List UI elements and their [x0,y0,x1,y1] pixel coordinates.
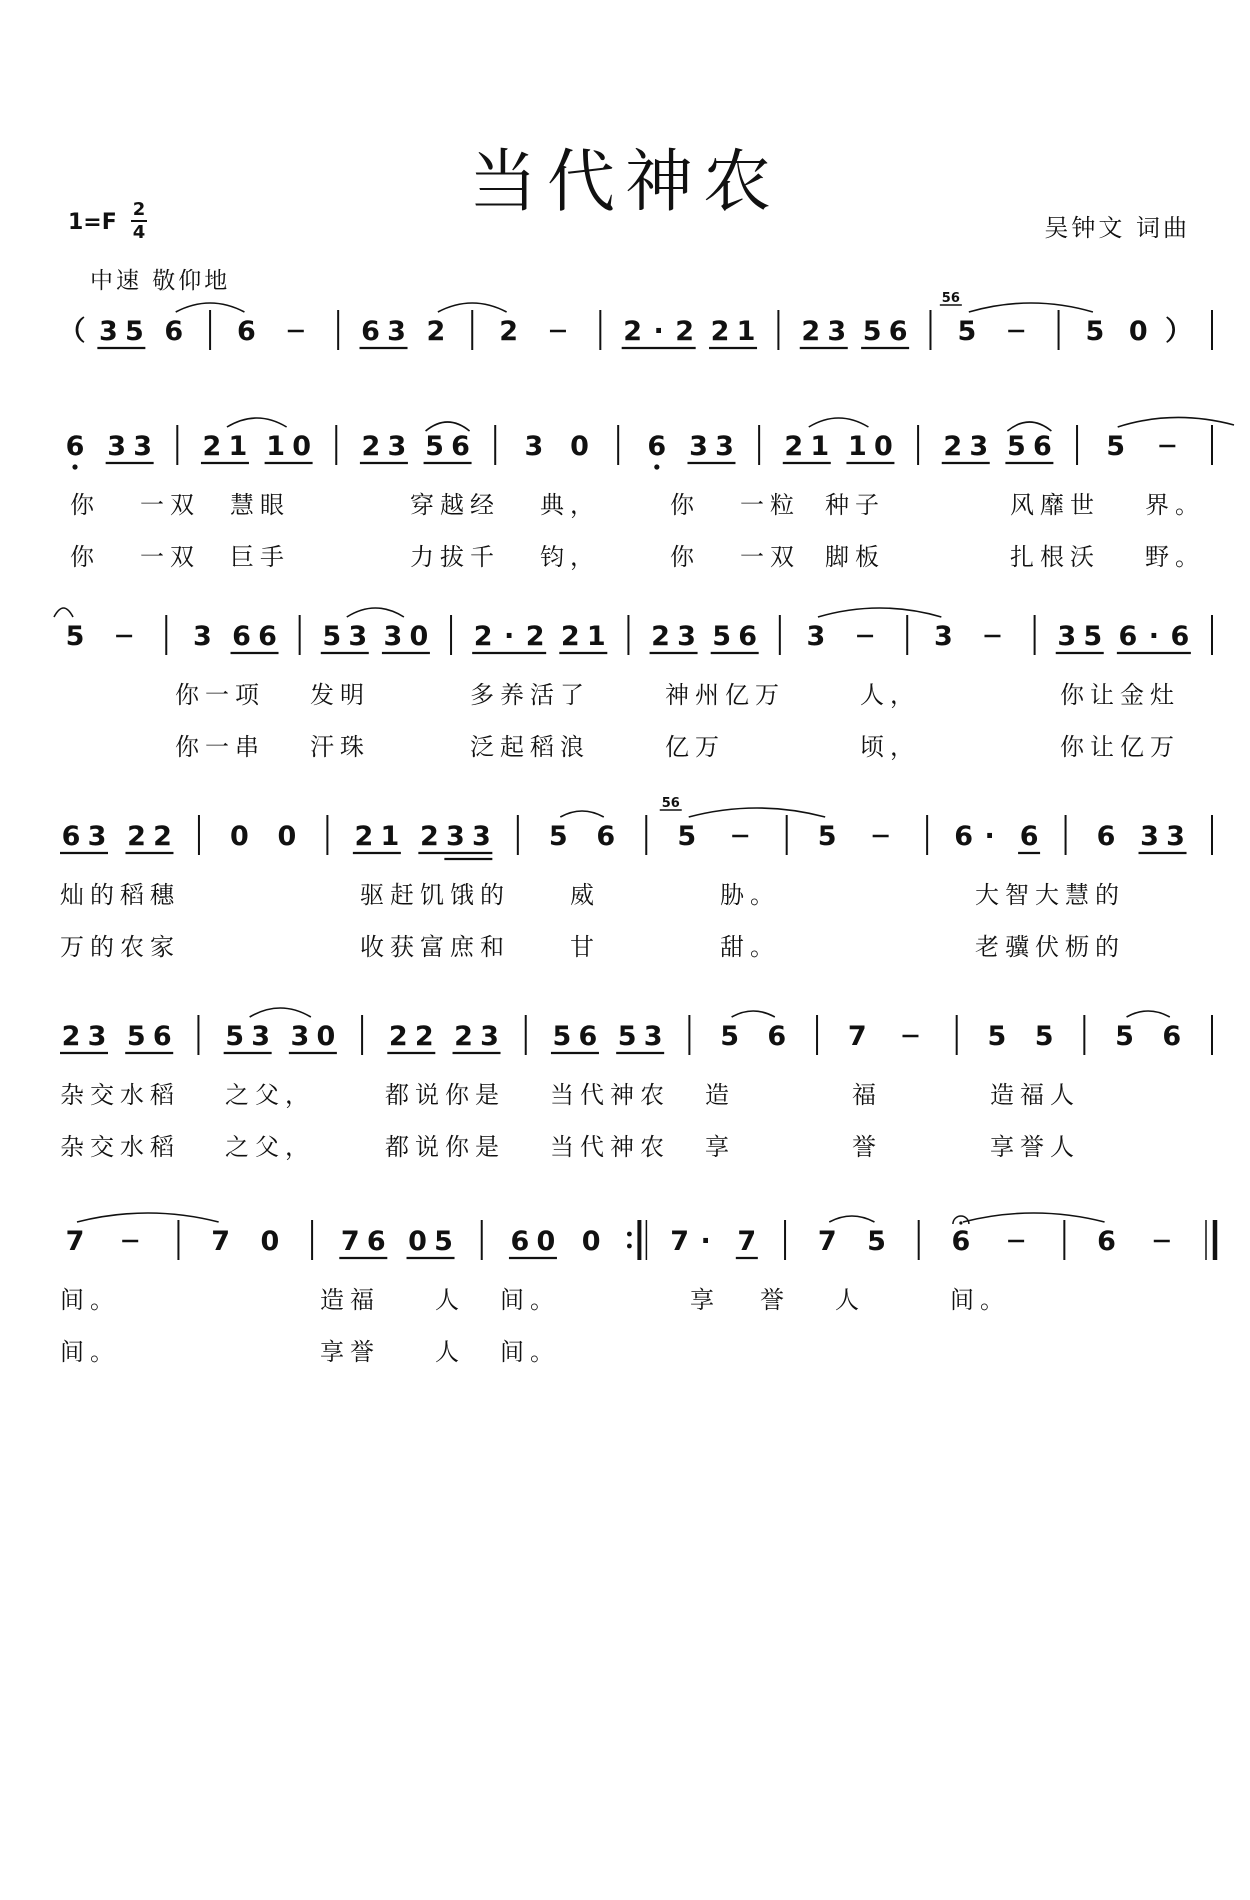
note-digit: 5 [720,1021,740,1052]
note-digit: 6 [164,316,184,347]
note-digit: 7 [670,1226,690,1257]
note-digit: 3 [98,316,118,347]
lyric-word: 发明 [310,681,370,709]
note-digit: 1 [266,431,286,462]
note-digit: 3 [827,316,847,347]
dot-mark: · [700,1226,711,1257]
note-digit: 6 [647,431,667,462]
lyric-word: 间。 [60,1286,120,1314]
note-digit: 1 [810,431,830,462]
note-digit: 3 [387,316,406,347]
note-digit: 6 [596,821,616,852]
fermata-dot [959,1221,962,1224]
tie-arc [250,1008,311,1017]
note-digit: 3 [806,621,826,652]
note-digit: 5 [817,821,837,852]
note-digit: 3 [677,621,696,652]
lyric-word: 巨手 [230,543,290,571]
lyric-word: 你 [70,543,100,571]
lyric-word: 人， [860,681,920,709]
note-digit: 6 [1097,1226,1116,1257]
slur-arc [426,422,470,431]
note-digit: 6 [767,1021,787,1052]
lyric-word: 享 [690,1286,720,1314]
note-digit: 6 [361,316,380,347]
note-digit: 5 [1006,431,1026,462]
note-digit: 3 [383,621,403,652]
note-digit: 2 [419,821,439,852]
lyric-word: 你一项 [175,681,265,709]
lyric-word: 你 [670,491,700,519]
lyric-word: 多养活了 [470,681,590,709]
lyric-word: 胁。 [720,881,780,909]
grace-notes: 56 [661,796,680,811]
lyric-word: 一双 [740,543,800,571]
low-octave-dot [72,464,77,469]
paren-mark: （ [58,316,86,347]
lyric-word: 神州亿万 [665,681,785,709]
note-digit: 5 [987,1021,1007,1052]
note-digit: 5 [124,316,144,347]
time-signature-bottom: 4 [132,222,146,243]
note-digit: 6 [954,821,974,852]
note-digit: 6 [888,316,908,347]
lyric-word: 脚板 [825,543,885,571]
note-digit: 7 [65,1226,85,1257]
note-digit: 5 [617,1021,637,1052]
note-digit: 2 [388,1021,408,1052]
tie-arc [818,608,941,617]
note-digit: 5 [425,431,444,462]
note-digit: 5 [225,1021,245,1052]
note-digit: 7 [737,1226,757,1257]
note-digit: 2 [784,431,804,462]
lyric-word: 威 [570,881,600,909]
note-digit: 5 [548,821,568,852]
note-digit: 3 [387,431,407,462]
note-digit: 1 [228,431,248,462]
note-digit: 3 [480,1021,499,1052]
note-digit: 2 [414,1021,434,1052]
note-digit: 6 [1096,821,1116,852]
lyric-word: 顷， [860,733,920,761]
note-digit: 0 [408,1226,427,1257]
note-digit: 3 [251,1021,271,1052]
note-digit: 5 [126,1021,146,1052]
note-digit: 6 [232,621,251,652]
tie-arc [227,418,287,427]
note-digit: 6 [258,621,277,652]
lyric-word: 种子 [825,491,885,519]
lyric-word: 你一串 [175,733,265,761]
lyric-word: 一双 [140,543,200,571]
note-digit: 1 [380,821,400,852]
note-digit: 2 [202,431,222,462]
note-digit: 7 [211,1226,231,1257]
note-digit: 0 [230,821,249,852]
note-digit: 0 [409,621,429,652]
lyric-word: 泛起稻浪 [470,733,590,761]
note-digit: 2 [153,821,172,852]
lyric-word: 甜。 [720,933,780,961]
tie-arc [829,1216,874,1222]
lyric-word: 界。 [1145,491,1205,519]
tie-arc [347,608,404,617]
tie-arc [560,811,603,817]
time-signature-top: 2 [132,199,146,220]
dot-mark: · [504,621,515,652]
note-digit: 2 [127,821,146,852]
lyric-word: 风靡世 [1010,491,1100,519]
lyric-word: 甘 [570,933,600,961]
lyric-word: 野。 [1145,543,1205,571]
lyric-word: 一双 [140,491,200,519]
low-octave-dot [654,464,659,469]
note-digit: 3 [969,431,989,462]
song-title: 当代神农 [468,143,781,222]
lyric-word: 造福 [320,1286,380,1314]
dot-mark: · [653,316,664,347]
note-digit: 7 [340,1226,360,1257]
note-digit: 2 [454,1021,473,1052]
lyric-word: 享誉 [320,1338,380,1366]
note-digit: 3 [1140,821,1159,852]
repeat-dot [627,1232,632,1237]
note-digit: 5 [957,316,977,347]
note-digit: 0 [536,1226,556,1257]
note-digit: 6 [1162,1021,1182,1052]
note-digit: 2 [61,1021,81,1052]
lyric-word: 慧眼 [230,491,290,519]
note-digit: 2 [499,316,518,347]
note-digit: 1 [848,431,867,462]
note-digit: 6 [65,431,85,462]
note-digit: 6 [237,316,256,347]
note-digit: 3 [933,621,953,652]
lyric-word: 间。 [500,1338,560,1366]
lyric-word: 人 [435,1286,465,1314]
lyric-word: 你 [70,491,100,519]
lyric-word: 万的农家 [60,933,180,961]
note-digit: 6 [578,1021,598,1052]
note-digit: 3 [689,431,708,462]
dot-mark: · [984,821,995,852]
note-digit: 1 [586,621,606,652]
note-digit: 2 [651,621,670,652]
note-digit: 6 [510,1226,530,1257]
note-digit: 6 [152,1021,172,1052]
note-digit: 5 [1034,1021,1054,1052]
note-digit: 3 [524,431,544,462]
note-digit: 2 [426,316,446,347]
note-digit: 6 [1019,821,1039,852]
lyric-word: 典， [540,491,600,519]
lyric-word: 杂交水稻 [60,1081,180,1109]
lyric-word: 当代神农 [550,1133,670,1161]
lyric-word: 老骥伏枥的 [975,933,1125,961]
note-digit: 6 [61,821,81,852]
note-digit: 5 [1106,431,1126,462]
note-digit: 6 [366,1226,386,1257]
lyric-word: 誉 [760,1286,790,1314]
note-digit: 5 [65,621,85,652]
tie-arc [1127,1011,1170,1017]
lyric-word: 亿万 [665,733,725,761]
note-digit: 6 [1118,621,1138,652]
note-digit: 2 [560,621,580,652]
lyric-word: 享誉人 [990,1133,1080,1161]
note-digit: 3 [107,431,127,462]
note-digit: 5 [1083,621,1103,652]
note-digit: 1 [736,316,756,347]
lyric-word: 都说你是 [385,1081,505,1109]
lyric-word: 人 [435,1338,465,1366]
note-digit: 2 [943,431,963,462]
note-digit: 6 [1170,621,1190,652]
note-digit: 5 [677,821,697,852]
note-digit: 2 [473,621,493,652]
note-digit: 3 [290,1021,310,1052]
note-digit: 2 [623,316,643,347]
lyric-word: 钧， [540,543,600,571]
lyric-word: 间。 [60,1338,120,1366]
note-digit: 5 [712,621,732,652]
tie-arc [809,418,869,427]
note-digit: 7 [847,1021,867,1052]
note-digit: 3 [87,821,107,852]
lyric-word: 享 [705,1133,735,1161]
note-digit: 3 [348,621,368,652]
key-signature: 1=F [68,210,117,235]
note-digit: 0 [581,1226,601,1257]
note-digit: 5 [1085,316,1105,347]
lyric-word: 汗珠 [310,733,370,761]
lyric-word: 灿的稻穗 [60,881,180,909]
lyric-word: 当代神农 [550,1081,670,1109]
lyric-word: 你让亿万 [1060,733,1180,761]
note-digit: 3 [133,431,153,462]
grace-notes: 56 [941,291,960,306]
tie-arc [54,608,73,617]
note-digit: 2 [361,431,381,462]
note-digit: 3 [1166,821,1185,852]
note-digit: 0 [570,431,589,462]
lyric-word: 扎根沃 [1010,543,1100,571]
composer-credit: 吴钟文 词曲 [1044,214,1190,242]
tie-arc [963,1213,1105,1222]
lyric-word: 大智大慧的 [975,881,1125,909]
note-digit: 6 [951,1226,971,1257]
dot-mark: · [1148,621,1160,652]
note-digit: 2 [525,621,545,652]
note-digit: 0 [292,431,312,462]
repeat-dot [627,1244,632,1249]
lyric-word: 福 [852,1081,882,1109]
lyric-word: 造 [705,1081,735,1109]
lyric-word: 你 [670,543,700,571]
lyric-word: 造福人 [990,1081,1080,1109]
lyric-word: 穿越经 [410,491,500,519]
tie-arc [1118,417,1234,427]
note-digit: 2 [801,316,821,347]
note-digit: 5 [867,1226,886,1257]
note-digit: 0 [874,431,893,462]
lyric-word: 人 [835,1286,865,1314]
note-digit: 7 [817,1226,837,1257]
lyric-word: 一粒 [740,491,800,519]
note-digit: 5 [1115,1021,1134,1052]
note-digit: 2 [675,316,695,347]
note-digit: 2 [710,316,730,347]
note-digit: 0 [277,821,297,852]
tempo-marking: 中速 敬仰地 [90,268,231,294]
lyric-word: 力拔千 [410,543,500,571]
note-digit: 5 [552,1021,572,1052]
note-digit: 3 [715,431,734,462]
lyric-word: 之父， [225,1133,315,1161]
note-digit: 3 [87,1021,107,1052]
note-digit: 6 [1032,431,1052,462]
note-digit: 0 [316,1021,336,1052]
lyric-word: 收获富庶和 [360,933,510,961]
note-digit: 3 [471,821,491,852]
lyric-word: 杂交水稻 [60,1133,180,1161]
note-digit: 0 [260,1226,280,1257]
slur-arc [1007,422,1051,431]
paren-mark: ） [1165,316,1193,347]
note-digit: 3 [643,1021,663,1052]
lyric-word: 驱赶饥饿的 [360,881,510,909]
tie-arc [732,1011,775,1017]
lyric-word: 间。 [500,1286,560,1314]
lyric-word: 誉 [852,1133,882,1161]
tie-arc [77,1213,219,1222]
lyric-word: 之父， [225,1081,315,1109]
note-digit: 3 [445,821,465,852]
note-digit: 0 [1128,316,1148,347]
note-digit: 2 [354,821,374,852]
note-digit: 5 [434,1226,453,1257]
note-digit: 5 [862,316,882,347]
lyric-word: 你让金灶 [1060,681,1180,709]
lyric-word: 间。 [950,1286,1010,1314]
tie-arc [969,303,1093,312]
lyric-word: 都说你是 [385,1133,505,1161]
note-digit: 5 [322,621,342,652]
tie-arc [689,808,825,817]
note-digit: 3 [192,621,212,652]
note-digit: 6 [451,431,470,462]
note-digit: 3 [1057,621,1077,652]
note-digit: 6 [738,621,758,652]
